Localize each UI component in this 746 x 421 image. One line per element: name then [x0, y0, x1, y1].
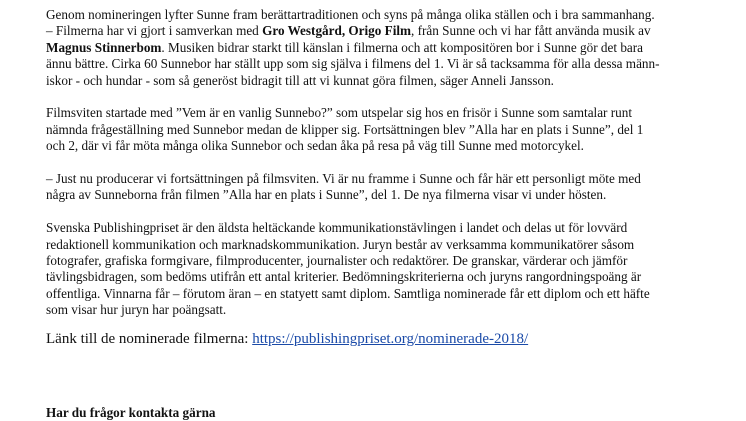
text-line: offentliga. Vinnarna får – förutom äran – en statyett samt diplom. Samtliga nominerade får ett diplom och ett häfte — [46, 285, 650, 301]
paragraph-production — [46, 171, 706, 204]
paragraph-gap — [46, 204, 706, 220]
text-line: – Just nu producerar vi fortsättningen på filmsviten. Vi är nu framme i Sunne och får här ett personligt möte med — [46, 171, 641, 187]
text-line: några av Sunneborna från filmen ”Alla har en plats i Sunne”, del 1. De nya filmerna visar vi under hösten. — [46, 187, 607, 203]
text-span: – Filmerna har vi gjort i samverkan med — [46, 23, 263, 39]
text-line — [46, 40, 706, 56]
paragraph-nomination — [46, 7, 706, 89]
text-line: redaktionell kommunikation och marknadskommunikation. Juryn består av verksamma kommunikatörer såsom — [46, 236, 635, 252]
link-label: Länk till de nominerade filmerna: — [46, 330, 253, 347]
text-line — [46, 23, 706, 39]
paragraph-gap — [46, 89, 706, 105]
nominees-link-line — [46, 330, 706, 348]
text-line: nämnda frågeställning med Sunnebor medan de klipper sig. Fortsättningen blev ”Alla har en plats i Sunne”, del 1 — [46, 121, 644, 137]
paragraph-gap — [46, 319, 706, 330]
composer-name: Magnus Stinnerbom — [46, 39, 162, 55]
paragraph-gap — [46, 155, 706, 171]
contact-heading: Har du frågor kontakta gärna — [46, 405, 216, 420]
text-line: fotografer, grafiska formgivare, filmproducenter, journalister och redaktörer. De granskar, värderar och jämför — [46, 253, 628, 269]
text-span: , från Sunne och vi har fått använda musik av — [411, 23, 651, 39]
text-line: Filmsviten startade med ”Vem är en vanlig Sunnebo?” som utspelar sig hos en frisör i Sunne som samtalar runt — [46, 105, 632, 121]
paragraph-film-series — [46, 105, 706, 154]
text-line: iskor - och hundar - som så generöst bidragit till att vi kunnat göra filmen, säger Anneli Jansson. — [46, 72, 554, 88]
producer-name: Gro Westgård, Origo Film — [262, 23, 412, 39]
text-line: ännu bättre. Cirka 60 Sunnebor har ställt upp som sig själva i filmens del 1. Vi är så tacksamma för alla dessa männ- — [46, 56, 660, 72]
text-span: . Musiken bidrar starkt till känslan i filmerna och att kompositören bor i Sunne gör det bara — [161, 39, 644, 55]
text-line: Svenska Publishingpriset är den äldsta heltäckande kommunikationstävlingen i landet och delas ut för lovvärd — [46, 220, 628, 236]
text-line: tävlingsbidragen, som bedöms utifrån ett antal kriterier. Bedömningskriterierna och juryns rangordningspoäng är — [46, 269, 642, 285]
nominees-link[interactable]: https://publishingpriset.org/nominerade-2018/ — [252, 330, 529, 347]
press-release-body — [46, 7, 706, 348]
text-line: Genom nomineringen lyfter Sunne fram berättartraditionen och syns på många olika ställen och i bra sammanhang. — [46, 7, 655, 22]
paragraph-about-prize — [46, 220, 706, 318]
text-line: som visar hur juryn har poängsatt. — [46, 302, 227, 318]
text-line: och 2, där vi får möta många olika Sunnebor och sedan åka på resa på väg till Sunne med motorcykel. — [46, 138, 584, 154]
